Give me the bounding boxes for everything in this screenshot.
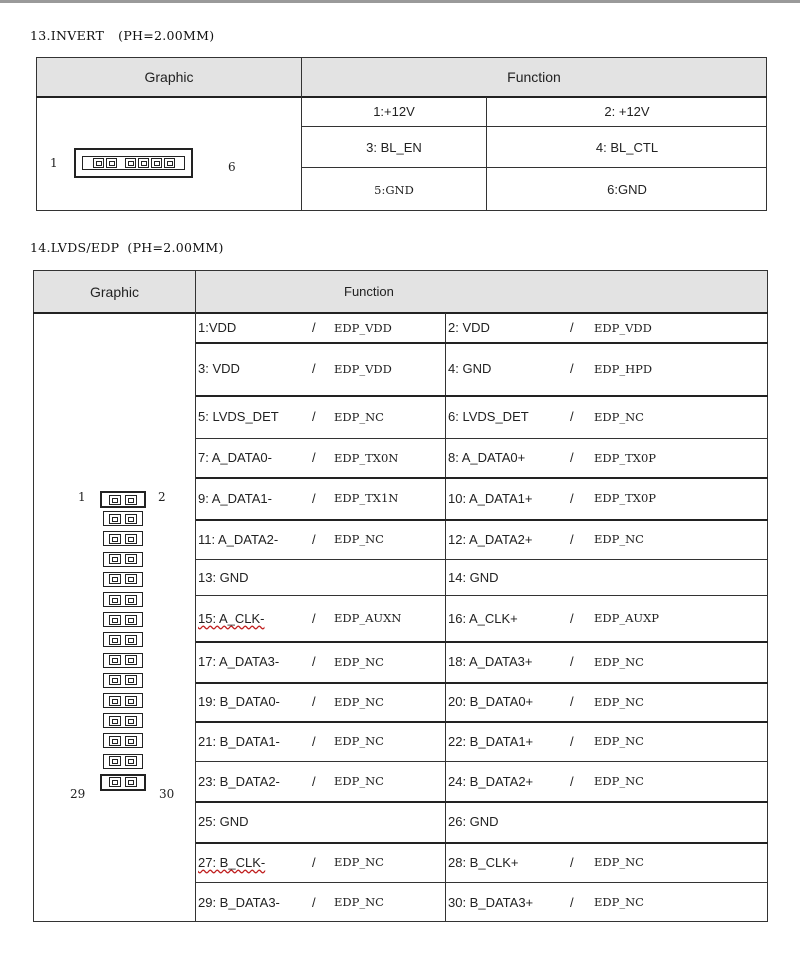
lvds-header-divider bbox=[33, 312, 768, 314]
lvds-cell: 5: LVDS_DET bbox=[198, 409, 279, 424]
separator-slash: / bbox=[570, 450, 574, 465]
lvds-cell: EDP_AUXP bbox=[594, 611, 660, 625]
connector-pin-icon bbox=[109, 574, 121, 584]
connector-pin-icon bbox=[125, 696, 137, 706]
connector-pin-icon bbox=[125, 777, 137, 787]
separator-slash: / bbox=[312, 854, 316, 870]
lvds-cell: 20: B_DATA0+ bbox=[448, 694, 534, 709]
invert-cell: 2: +12V bbox=[604, 104, 650, 119]
lvds-cell: EDP_VDD bbox=[334, 320, 392, 335]
connector-pin-pair-icon bbox=[103, 612, 143, 627]
lvds-cell: 10: A_DATA1+ bbox=[448, 490, 533, 506]
connector-pin-icon bbox=[125, 615, 137, 625]
separator-slash: / bbox=[312, 610, 316, 626]
lvds-cell: 16: A_CLK+ bbox=[448, 610, 518, 626]
connector-pin-icon bbox=[125, 574, 137, 584]
lvds-cell: EDP_AUXN bbox=[334, 611, 402, 625]
separator-slash: / bbox=[312, 490, 316, 506]
connector-pin-icon bbox=[125, 158, 136, 168]
lvds-cell: EDP_NC bbox=[594, 694, 644, 709]
lvds-cell: EDP_NC bbox=[334, 654, 384, 669]
connector-pin-icon bbox=[125, 756, 137, 766]
lvds-cell: EDP_TX0P bbox=[594, 491, 657, 505]
invert-header-graphic: Graphic bbox=[37, 58, 301, 96]
connector-pin-icon bbox=[109, 554, 121, 564]
lvds-cell: 2: VDD bbox=[448, 320, 490, 335]
connector-pin-pair-icon bbox=[103, 592, 143, 607]
connector-pin-pair-icon bbox=[103, 511, 143, 526]
separator-slash: / bbox=[570, 490, 574, 506]
connector-pin-icon bbox=[93, 158, 104, 168]
lvds-cell: 15: A_CLK- bbox=[198, 610, 265, 626]
lvds-pin-1-label: 1 bbox=[78, 490, 86, 504]
lvds-cell: EDP_NC bbox=[334, 774, 384, 788]
invert-cell: 6:GND bbox=[607, 182, 647, 197]
invert-header-function: Function bbox=[302, 58, 766, 96]
separator-slash: / bbox=[312, 654, 316, 669]
connector-pin-pair-icon bbox=[103, 552, 143, 567]
connector-pin-pair-icon bbox=[103, 754, 143, 769]
connector-pin-pair-icon bbox=[103, 531, 143, 546]
separator-slash: / bbox=[570, 320, 574, 335]
connector-pin-icon bbox=[151, 158, 162, 168]
lvds-cell: 30: B_DATA3+ bbox=[448, 894, 534, 910]
separator-slash: / bbox=[570, 694, 574, 709]
separator-slash: / bbox=[570, 361, 574, 376]
connector-pin-icon bbox=[125, 554, 137, 564]
page-top-border bbox=[0, 0, 800, 3]
lvds-cell: EDP_NC bbox=[594, 895, 644, 909]
lvds-cell: 14: GND bbox=[448, 569, 499, 585]
lvds-cell: 29: B_DATA3- bbox=[198, 894, 280, 910]
lvds-cell: EDP_NC bbox=[334, 855, 384, 869]
lvds-cell: EDP_NC bbox=[594, 654, 644, 669]
lvds-cell: 13: GND bbox=[198, 569, 249, 585]
connector-pin-icon bbox=[125, 514, 137, 524]
lvds-cell: EDP_NC bbox=[594, 734, 644, 748]
lvds-cell: EDP_NC bbox=[594, 532, 644, 546]
lvds-cell: 19: B_DATA0- bbox=[198, 694, 280, 709]
lvds-cell: EDP_TX0N bbox=[334, 450, 399, 465]
lvds-cell: 9: A_DATA1- bbox=[198, 490, 272, 506]
separator-slash: / bbox=[570, 733, 574, 749]
lvds-cell: 23: B_DATA2- bbox=[198, 773, 280, 789]
separator-slash: / bbox=[312, 733, 316, 749]
lvds-cell: 24: B_DATA2+ bbox=[448, 773, 534, 789]
separator-slash: / bbox=[312, 320, 316, 335]
connector-pin-pair-icon bbox=[103, 693, 143, 708]
lvds-pin-29-label: 29 bbox=[70, 787, 86, 801]
lvds-cell: 1:VDD bbox=[198, 320, 237, 335]
connector-pin-icon bbox=[109, 534, 121, 544]
lvds-cell: 17: A_DATA3- bbox=[198, 654, 280, 669]
separator-slash: / bbox=[570, 531, 574, 547]
lvds-cell: 8: A_DATA0+ bbox=[448, 450, 526, 465]
lvds-cell: 25: GND bbox=[198, 814, 249, 829]
connector-pin-icon bbox=[106, 158, 117, 168]
invert-connector-icon bbox=[74, 148, 193, 178]
separator-slash: / bbox=[312, 773, 316, 789]
section-13-name: 13.INVERT bbox=[30, 28, 105, 43]
connector-pin-icon bbox=[125, 595, 137, 605]
connector-pin-icon bbox=[109, 635, 121, 645]
connector-pin-icon bbox=[109, 615, 121, 625]
invert-cell: 3: BL_EN bbox=[366, 139, 422, 155]
lvds-cell: EDP_VDD bbox=[334, 361, 392, 376]
connector-pin-pair-icon bbox=[100, 491, 146, 508]
connector-pin-icon bbox=[109, 716, 121, 726]
connector-pin-icon bbox=[109, 595, 121, 605]
lvds-col-divider bbox=[195, 270, 196, 922]
separator-slash: / bbox=[312, 361, 316, 376]
lvds-cell: EDP_NC bbox=[594, 409, 644, 424]
connector-pin-pair-icon bbox=[103, 632, 143, 647]
lvds-header-graphic: Graphic bbox=[34, 271, 195, 312]
connector-pin-icon bbox=[125, 675, 137, 685]
lvds-cell: EDP_VDD bbox=[594, 320, 652, 335]
separator-slash: / bbox=[570, 654, 574, 669]
connector-pin-pair-icon bbox=[103, 713, 143, 728]
section-14-spec: (PH=2.00MM) bbox=[127, 240, 224, 255]
connector-pin-icon bbox=[109, 655, 121, 665]
connector-pin-pair-icon bbox=[100, 774, 146, 791]
connector-pin-icon bbox=[109, 736, 121, 746]
connector-pin-pair-icon bbox=[103, 673, 143, 688]
separator-slash: / bbox=[570, 894, 574, 910]
connector-pin-pair-icon bbox=[103, 653, 143, 668]
lvds-cell: 28: B_CLK+ bbox=[448, 854, 519, 870]
lvds-cell: 22: B_DATA1+ bbox=[448, 733, 534, 749]
lvds-cell: 4: GND bbox=[448, 361, 492, 376]
connector-pin-icon bbox=[164, 158, 175, 168]
lvds-cell: EDP_NC bbox=[594, 774, 644, 788]
lvds-cell: EDP_TX1N bbox=[334, 491, 399, 505]
section-14-name: 14.LVDS/EDP bbox=[30, 240, 120, 255]
connector-pin-icon bbox=[138, 158, 149, 168]
invert-pin-first-label: 1 bbox=[50, 156, 58, 170]
section-13-title bbox=[30, 28, 214, 43]
lvds-cell: 7: A_DATA0- bbox=[198, 450, 272, 465]
separator-slash: / bbox=[570, 610, 574, 626]
section-13-spec: (PH=2.00MM) bbox=[118, 28, 215, 43]
lvds-cell: 11: A_DATA2- bbox=[198, 531, 279, 547]
connector-pin-pair-icon bbox=[103, 572, 143, 587]
invert-cell: 5:GND bbox=[374, 182, 414, 197]
connector-pin-icon bbox=[109, 675, 121, 685]
separator-slash: / bbox=[570, 409, 574, 424]
lvds-cell: 18: A_DATA3+ bbox=[448, 654, 533, 669]
lvds-cell: EDP_NC bbox=[334, 734, 384, 748]
lvds-header-function: Function bbox=[196, 271, 767, 312]
lvds-cell: EDP_NC bbox=[594, 855, 644, 869]
lvds-pin-30-label: 30 bbox=[159, 787, 175, 801]
lvds-pin-2-label: 2 bbox=[158, 490, 166, 504]
separator-slash: / bbox=[312, 894, 316, 910]
lvds-cell: EDP_TX0P bbox=[594, 450, 657, 465]
separator-slash: / bbox=[570, 854, 574, 870]
lvds-cell: EDP_NC bbox=[334, 895, 384, 909]
lvds-cell: 12: A_DATA2+ bbox=[448, 531, 533, 547]
lvds-cell: EDP_HPD bbox=[594, 361, 653, 376]
lvds-cell: 27: B_CLK- bbox=[198, 854, 266, 870]
lvds-cell: 26: GND bbox=[448, 814, 499, 829]
connector-pin-icon bbox=[125, 534, 137, 544]
lvds-cell: EDP_NC bbox=[334, 409, 384, 424]
connector-pin-icon bbox=[125, 495, 137, 505]
lvds-cell: 21: B_DATA1- bbox=[198, 733, 280, 749]
invert-cell: 4: BL_CTL bbox=[595, 139, 659, 155]
separator-slash: / bbox=[312, 409, 316, 424]
separator-slash: / bbox=[312, 694, 316, 709]
lvds-cell: 6: LVDS_DET bbox=[448, 409, 529, 424]
connector-pin-icon bbox=[109, 514, 121, 524]
connector-pin-pair-icon bbox=[103, 733, 143, 748]
connector-pin-icon bbox=[125, 736, 137, 746]
separator-slash: / bbox=[312, 531, 316, 547]
connector-pin-icon bbox=[109, 777, 121, 787]
invert-cell: 1:+12V bbox=[373, 104, 415, 119]
connector-pin-icon bbox=[109, 495, 121, 505]
connector-pin-icon bbox=[125, 635, 137, 645]
connector-pin-icon bbox=[109, 696, 121, 706]
lvds-cell: EDP_NC bbox=[334, 694, 384, 709]
separator-slash: / bbox=[312, 450, 316, 465]
connector-pin-icon bbox=[109, 756, 121, 766]
lvds-func-divider bbox=[445, 313, 446, 922]
section-14-title bbox=[30, 240, 224, 255]
lvds-cell: 3: VDD bbox=[198, 361, 240, 376]
connector-pin-icon bbox=[125, 655, 137, 665]
separator-slash: / bbox=[570, 773, 574, 789]
invert-pin-last-label: 6 bbox=[228, 160, 236, 174]
connector-pin-icon bbox=[125, 716, 137, 726]
lvds-cell: EDP_NC bbox=[334, 532, 384, 546]
